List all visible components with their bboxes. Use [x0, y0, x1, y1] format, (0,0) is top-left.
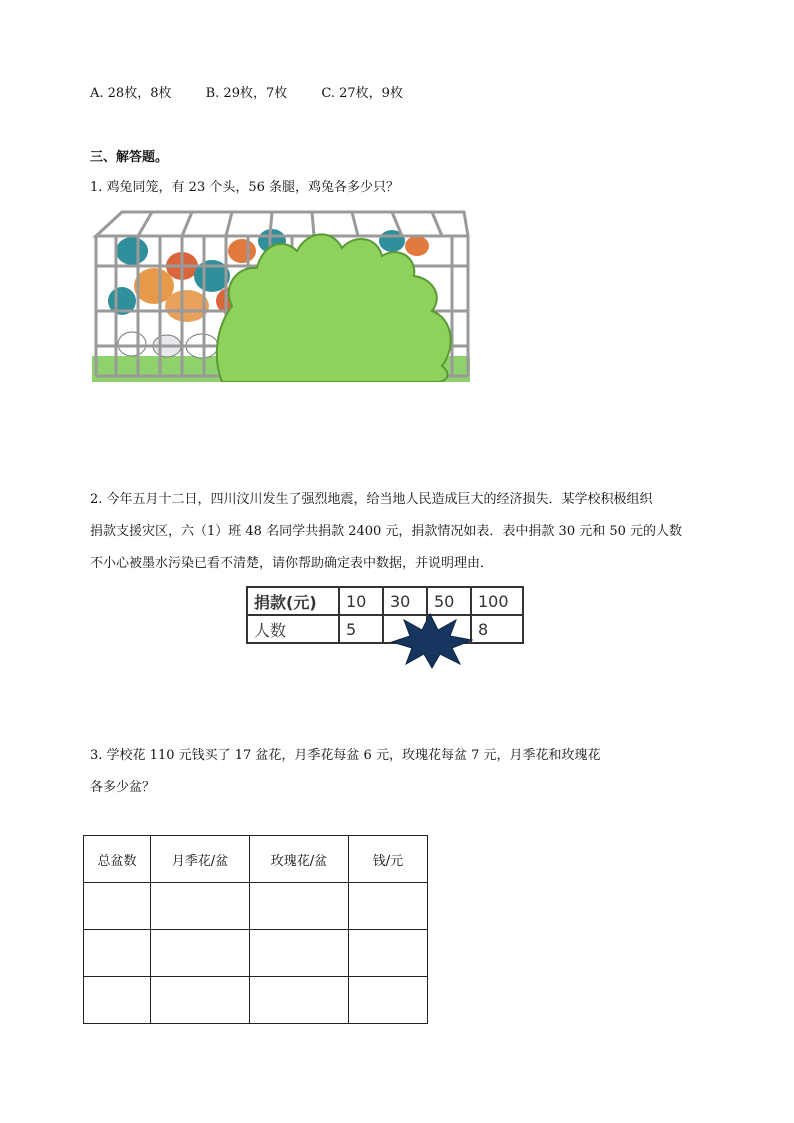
flower-blank-row [84, 930, 428, 977]
donation-amount-cell: 50 [427, 587, 471, 615]
donation-row-label: 人数 [247, 615, 339, 643]
flower-header-cell: 钱/元 [349, 836, 428, 883]
flower-blank-cell[interactable] [151, 883, 250, 930]
flower-blank-cell[interactable] [349, 977, 428, 1024]
flower-blank-cell[interactable] [84, 977, 151, 1024]
flower-blank-cell[interactable] [349, 930, 428, 977]
donation-header-label: 捐款(元) [247, 587, 339, 615]
flower-header-cell: 月季花/盆 [151, 836, 250, 883]
flower-blank-cell[interactable] [151, 930, 250, 977]
flower-header-row [84, 836, 428, 883]
question-1-text: 1. 鸡兔同笼，有 23 个头，56 条腿，鸡兔各多少只？ [90, 180, 400, 195]
flower-blank-cell[interactable] [250, 930, 349, 977]
options-row [90, 82, 433, 101]
flower-table [83, 835, 428, 1024]
flower-blank-cell[interactable] [84, 930, 151, 977]
flower-blank-cell[interactable] [250, 883, 349, 930]
donation-count-cell: 8 [471, 615, 523, 643]
flower-header-cell: 玫瑰花/盆 [250, 836, 349, 883]
option-b: B. 29枚，7枚 [205, 86, 288, 101]
chicken-rabbit-cage-illustration [92, 206, 470, 382]
ink-stain-icon [388, 612, 474, 670]
flower-blank-cell[interactable] [84, 883, 151, 930]
flower-blank-cell[interactable] [349, 883, 428, 930]
donation-amount-cell: 100 [471, 587, 523, 615]
donation-amount-cell: 30 [383, 587, 427, 615]
question-3-line-2: 各多少盆？ [90, 780, 156, 795]
donation-table-wrapper [246, 586, 524, 644]
donation-table [246, 586, 524, 644]
option-a: A. 28枚，8枚 [90, 86, 172, 101]
flower-blank-row [84, 977, 428, 1024]
donation-amount-cell: 10 [339, 587, 383, 615]
question-2-line-2: 捐款支援灾区，六（1）班 48 名同学共捐款 2400 元，捐款情况如表．表中捐款 30 元和 50 元的人数 [90, 524, 683, 539]
flower-header-cell: 总盆数 [84, 836, 151, 883]
section-title: 三、解答题。 [90, 150, 169, 165]
option-c: C. 27枚，9枚 [321, 86, 403, 101]
flower-blank-row [84, 883, 428, 930]
flower-blank-cell[interactable] [151, 977, 250, 1024]
donation-count-cell: 5 [339, 615, 383, 643]
flower-table-wrapper [83, 835, 428, 1024]
question-3-line-1: 3. 学校花 110 元钱买了 17 盆花，月季花每盆 6 元，玫瑰花每盆 7 元，月季花和玫瑰花 [90, 748, 601, 763]
donation-amount-row [247, 587, 523, 615]
donation-count-row [247, 615, 523, 643]
question-2-line-3: 不小心被墨水污染已看不清楚，请你帮助确定表中数据，并说明理由． [90, 556, 494, 571]
question-2-line-1: 2. 今年五月十二日，四川汶川发生了强烈地震，给当地人民造成巨大的经济损失．某学校积极组织 [90, 492, 653, 507]
flower-blank-cell[interactable] [250, 977, 349, 1024]
